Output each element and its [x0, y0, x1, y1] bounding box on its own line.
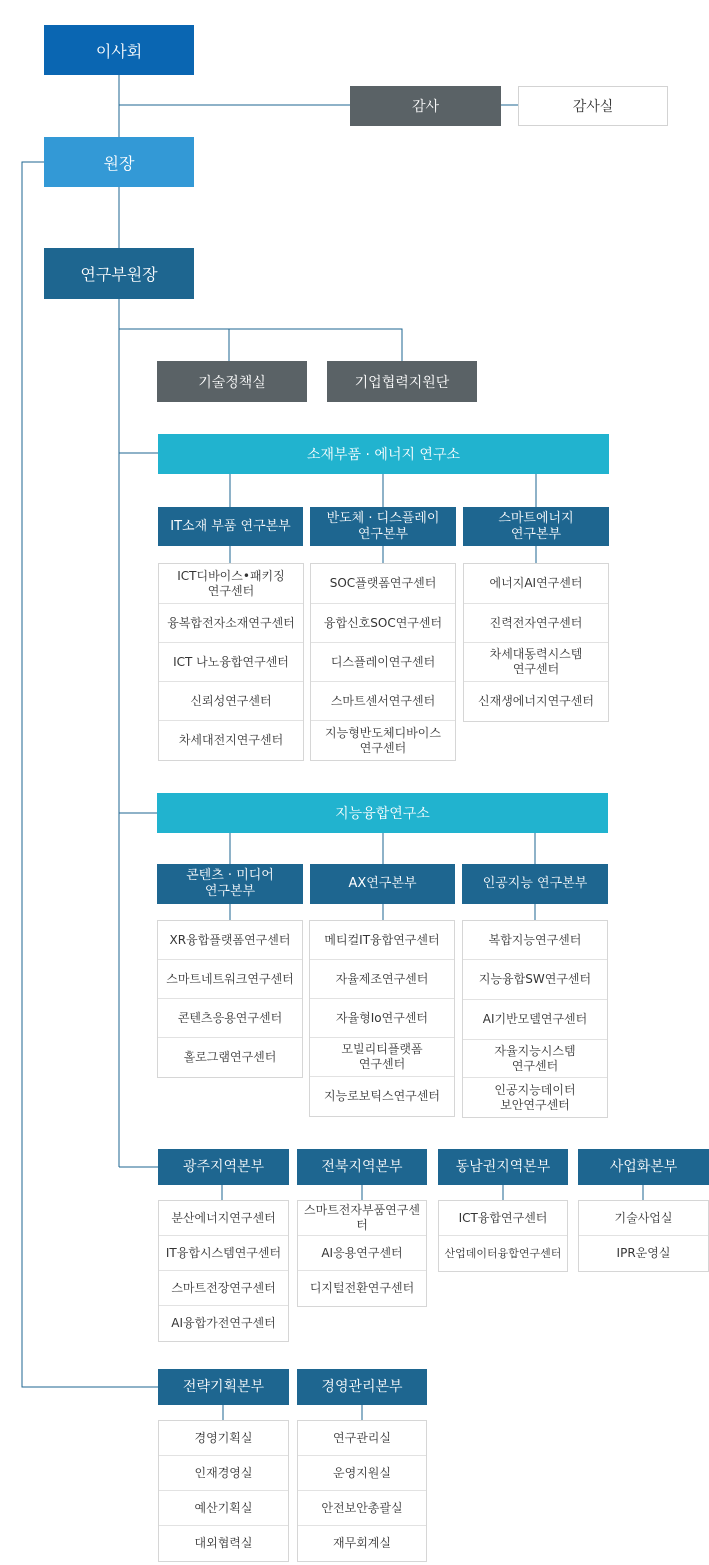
center-list-content-media	[157, 920, 303, 1078]
list-item: XR융합플랫폼연구센터	[158, 921, 302, 960]
tech-policy-box: 기술정책실	[157, 361, 307, 402]
division-ax: AX연구본부	[310, 864, 455, 904]
list-item: 스마트전장연구센터	[159, 1271, 288, 1306]
division-management: 경영관리본부	[297, 1369, 427, 1405]
list-item: 에너지AI연구센터	[464, 564, 608, 604]
office-list-management	[297, 1420, 427, 1562]
list-item: AI기반모델연구센터	[463, 1000, 607, 1040]
division-it-materials: IT소재 부품 연구본부	[158, 507, 303, 546]
list-item: 스마트네트워크연구센터	[158, 960, 302, 999]
division-ai: 인공지능 연구본부	[462, 864, 608, 904]
institute-intelligent-convergence: 지능융합연구소	[157, 793, 608, 833]
office-list-strategic-planning	[158, 1420, 289, 1562]
audit-office-box: 감사실	[518, 86, 668, 126]
list-item: AI융합가전연구센터	[171, 1316, 276, 1330]
list-item: 지능융합SW연구센터	[463, 960, 607, 1000]
list-item: ICT디바이스•패키징 연구센터	[159, 564, 303, 604]
list-item: 차세대전지연구센터	[178, 733, 284, 747]
division-strategic-planning: 전략기획본부	[158, 1369, 289, 1405]
list-item: 진력전자연구센터	[464, 604, 608, 643]
center-list-semiconductor	[310, 563, 456, 761]
center-list-it-materials	[158, 563, 304, 761]
division-southeast: 동남권지역본부	[438, 1149, 568, 1185]
division-semiconductor-display: 반도체 · 디스플레이 연구본부	[310, 507, 456, 546]
center-list-commercialization	[578, 1200, 709, 1272]
list-item: IT융합시스템연구센터	[159, 1236, 288, 1271]
list-item: 인재경영실	[159, 1456, 288, 1491]
list-item: AI응용연구센터	[298, 1236, 426, 1271]
list-item: 메티컬IT융합연구센터	[310, 921, 454, 960]
division-jeonbuk: 전북지역본부	[297, 1149, 427, 1185]
division-commercialization: 사업화본부	[578, 1149, 709, 1185]
list-item: 신재생에너지연구센터	[478, 694, 594, 708]
list-item: 경영기획실	[159, 1421, 288, 1456]
vice-president-box: 연구부원장	[44, 248, 194, 299]
list-item: 홀로그램연구센터	[183, 1050, 277, 1064]
list-item: 지능형반도체디바이스 연구센터	[325, 725, 441, 755]
list-item: 인공지능데이터 보안연구센터	[494, 1082, 576, 1112]
center-list-gwangju	[158, 1200, 289, 1342]
corp-support-box: 기업협력지원단	[327, 361, 477, 402]
division-content-media: 콘텐츠 · 미디어 연구본부	[157, 864, 303, 904]
list-item: 모빌리티플랫폼 연구센터	[310, 1038, 454, 1077]
president-box: 원장	[44, 137, 194, 187]
auditor-box: 감사	[350, 86, 501, 126]
list-item: 지능로보틱스연구센터	[324, 1089, 440, 1103]
list-item: 스마트센서연구센터	[311, 682, 455, 721]
center-list-southeast	[438, 1200, 568, 1272]
list-item: 디지털전환연구센터	[309, 1281, 415, 1295]
list-item: 디스플레이연구센터	[311, 643, 455, 682]
list-item: 대외협력실	[194, 1536, 253, 1550]
center-list-smart-energy	[463, 563, 609, 722]
list-item: 예산기획실	[159, 1491, 288, 1526]
list-item: ICT 나노융합연구센터	[159, 643, 303, 682]
division-gwangju: 광주지역본부	[158, 1149, 289, 1185]
list-item: 자율제조연구센터	[310, 960, 454, 999]
list-item: 운영지원실	[298, 1456, 426, 1491]
list-item: 연구관리실	[298, 1421, 426, 1456]
list-item: SOC플랫폼연구센터	[311, 564, 455, 604]
center-list-jeonbuk	[297, 1200, 427, 1307]
list-item: 융복합전자소재연구센터	[159, 604, 303, 643]
list-item: 산업데이터융합연구센터	[444, 1247, 562, 1260]
list-item: 차세대동력시스템 연구센터	[464, 643, 608, 682]
list-item: ICT융합연구센터	[439, 1201, 567, 1236]
list-item: 자율형Io연구센터	[310, 999, 454, 1038]
list-item: 복합지능연구센터	[463, 921, 607, 960]
board-box: 이사회	[44, 25, 194, 75]
list-item: 자율지능시스템 연구센터	[463, 1040, 607, 1078]
list-item: 재무회계실	[333, 1536, 391, 1550]
center-list-ax	[309, 920, 455, 1117]
list-item: 분산에너지연구센터	[159, 1201, 288, 1236]
list-item: 안전보안총괄실	[298, 1491, 426, 1526]
list-item: IPR운영실	[616, 1246, 671, 1260]
list-item: 스마트전자부품연구센터	[298, 1201, 426, 1236]
institute-materials-energy: 소재부품 · 에너지 연구소	[158, 434, 609, 474]
list-item: 신뢰성연구센터	[159, 682, 303, 721]
list-item: 기술사업실	[579, 1201, 708, 1236]
list-item: 콘텐츠응용연구센터	[158, 999, 302, 1038]
center-list-ai	[462, 920, 608, 1118]
list-item: 융합신호SOC연구센터	[311, 604, 455, 643]
division-smart-energy: 스마트에너지 연구본부	[463, 507, 609, 546]
